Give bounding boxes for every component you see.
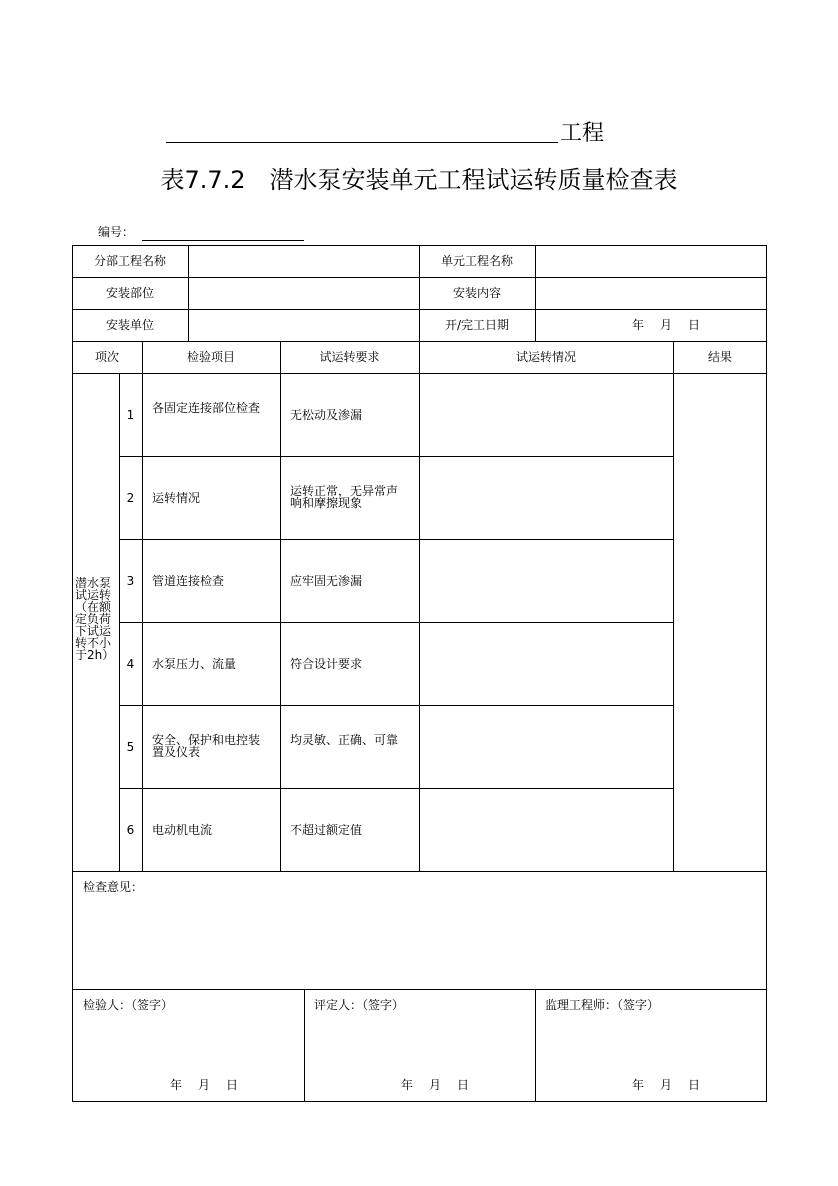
start-end-date-value[interactable]: 年 月 日 (632, 318, 703, 332)
column-header-item: 检验项目 (186, 350, 235, 364)
row-number: 4 (126, 657, 135, 671)
install-unit-input[interactable] (189, 310, 418, 340)
grid-line (280, 341, 281, 871)
requirement: 无松动及渗漏 (290, 408, 363, 422)
column-header-situation: 试运转情况 (515, 350, 576, 364)
check-item: 电动机电流 (152, 823, 213, 837)
group-label: 潜水泵试运转（在额定负荷下试运转不小于2h） (75, 576, 115, 662)
row-number: 5 (126, 740, 135, 754)
requirement: 应牢固无渗漏 (290, 574, 363, 588)
grid-line (119, 373, 120, 871)
situation-cell[interactable] (420, 623, 672, 704)
install-unit-label: 安装单位 (105, 318, 154, 332)
result-cell[interactable] (674, 374, 766, 870)
serial-number-label: 编号： (98, 225, 135, 239)
supervisor-date[interactable]: 年 月 日 (632, 1078, 703, 1092)
install-content-input[interactable] (536, 278, 766, 308)
situation-cell[interactable] (420, 540, 672, 621)
grid-line (72, 989, 767, 990)
column-header-requirement: 试运转要求 (319, 350, 380, 364)
column-header-result: 结果 (707, 350, 732, 364)
install-content-label: 安装内容 (452, 286, 501, 300)
row-number: 2 (126, 491, 135, 505)
check-item: 安全、保护和电控装置及仪表 (152, 733, 261, 759)
sub-project-label: 分部工程名称 (93, 254, 166, 268)
grid-line (142, 341, 143, 871)
situation-cell[interactable] (420, 374, 672, 455)
project-name-line[interactable] (166, 142, 558, 143)
install-location-input[interactable] (189, 278, 418, 308)
check-item: 各固定连接部位检查 (152, 401, 261, 415)
install-location-label: 安装部位 (105, 286, 154, 300)
situation-cell[interactable] (420, 457, 672, 538)
column-header-no: 项次 (94, 350, 119, 364)
situation-cell[interactable] (420, 789, 672, 870)
unit-project-label: 单元工程名称 (440, 254, 513, 268)
requirement: 符合设计要求 (290, 657, 363, 671)
assessor-signature-label: 评定人：（签字） (314, 998, 405, 1012)
sub-project-input[interactable] (189, 246, 418, 276)
serial-number-field[interactable] (142, 240, 304, 241)
row-number: 3 (126, 574, 135, 588)
inspector-date[interactable]: 年 月 日 (170, 1078, 241, 1092)
inspector-signature-label: 检验人：（签字） (83, 998, 174, 1012)
check-item: 管道连接检查 (152, 574, 225, 588)
assessor-date[interactable]: 年 月 日 (401, 1078, 472, 1092)
requirement: 不超过额定值 (290, 823, 363, 837)
check-item: 运转情况 (152, 491, 201, 505)
unit-project-input[interactable] (536, 246, 766, 276)
requirement: 均灵敏、正确、可靠 (290, 733, 399, 747)
grid-line (535, 989, 536, 1102)
grid-line (304, 989, 305, 1102)
supervisor-signature-label: 监理工程师：（签字） (545, 998, 660, 1012)
opinion-label: 检查意见： (83, 880, 144, 894)
grid-line (72, 871, 767, 872)
requirement: 运转正常，无异常声响和摩擦现象 (290, 484, 399, 510)
start-end-date-label: 开/完工日期 (444, 318, 510, 332)
row-number: 6 (126, 823, 135, 837)
opinion-input[interactable] (73, 898, 766, 988)
page-title: 表7.7.2 潜水泵安装单元工程试运转质量检查表 (160, 166, 678, 194)
situation-cell[interactable] (420, 706, 672, 787)
check-item: 水泵压力、流量 (152, 657, 237, 671)
project-suffix: 工程 (560, 121, 605, 146)
row-number: 1 (126, 408, 135, 422)
